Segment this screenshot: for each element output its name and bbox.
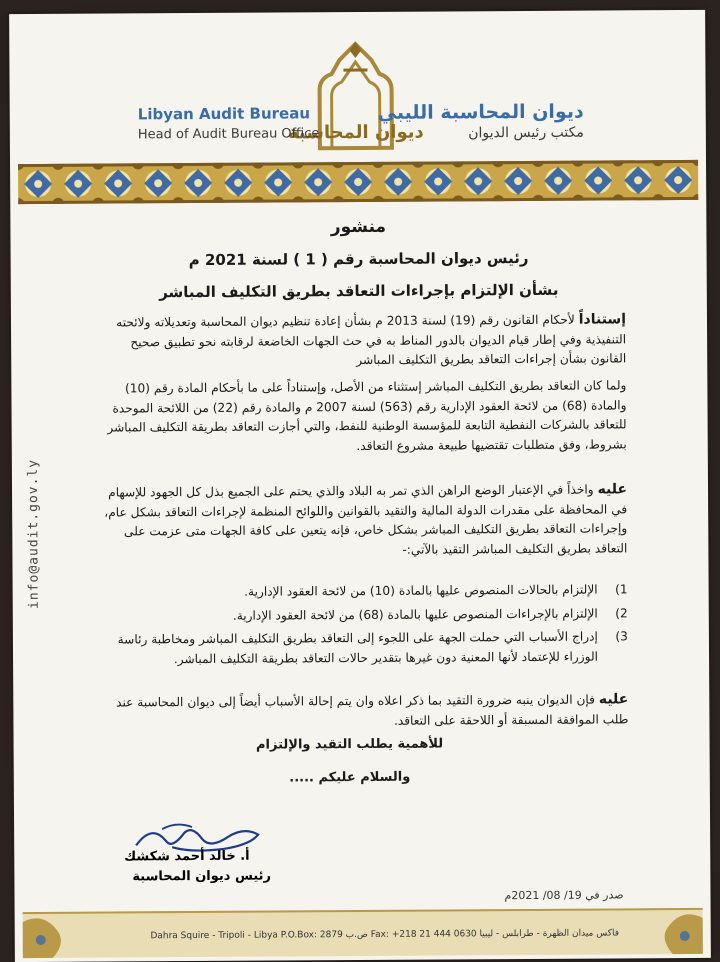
footer-address: Dahra Squire - Tripoli - Libya P.O.Box: 2879 ص.ب Fax: +218 21 444 0630 فاكس ميدان الظهرة - طرابلس - ليبيا xyxy=(125,928,645,941)
paragraph-1 xyxy=(91,310,626,372)
list-item-number: 1) xyxy=(598,580,628,600)
ornamental-band-top xyxy=(18,160,698,204)
document-page xyxy=(9,10,711,962)
list-item xyxy=(93,627,628,669)
paragraph-2: ولما كان التعاقد بطريق التكليف المباشر إستثناء من الأصل، وإستناداً على ما بأحكام المادة رقم (10) والمادة (68) من لائحة العقود الإدارية رقم (563) لسنة 2007 م والمادة رقم (22) من اللائحة الموحدة للتعاقد بالشركات النفطية التابعة للمؤسسة الوطنية للنفط، والتي أجازت التعاقد بطريقة التكليف المباشر بشروط، وفق متطلبات تقتضيها طبيعة مشروع التعاقد. xyxy=(91,376,626,457)
office-name-arabic: مكتب رئيس الديوان xyxy=(468,125,584,142)
paragraph-1-lead: إستناداً xyxy=(579,311,626,327)
paragraph-3 xyxy=(92,480,627,561)
document-number: رئيس ديوان المحاسبة رقم ( 1 ) لسنة 2021 م xyxy=(11,248,707,270)
list-item xyxy=(93,580,628,603)
list-item-number: 2) xyxy=(598,604,628,624)
org-name-arabic: ديوان المحاسبة الليبي xyxy=(378,101,584,124)
closing-line-1: للأهمية يطلب التقيد والإلتزام xyxy=(230,736,470,752)
list-item-number: 3) xyxy=(598,627,628,666)
letterhead xyxy=(9,10,706,159)
logo-text: ديوان المحاسبة xyxy=(288,122,424,144)
requirements-list xyxy=(93,580,629,673)
document-type: منشور xyxy=(10,215,706,239)
audit-bureau-logo xyxy=(309,40,402,151)
issue-date: صدر في 19/ 08/ 2021م xyxy=(504,888,623,902)
paragraph-4-lead: عليه xyxy=(599,691,629,707)
paragraph-3-text: واخذاً في الإعتبار الوضع الراهن الذي تمر به البلاد والذي يحتم على الجميع بذل كل الجهود للإسهام في المحافظة على مقدرات الدولة المالية والتقيد بالقوانين واللوائح المنظمة لإجراءات التعاقد بشكل عام، وإجراءات التعاقد بطريق التكليف المباشر بشكل خاص، فإنه يتعين على كافة الجهات متى عزمت على التعاقد بطريق التكليف المباشر التقيد بالآتي:- xyxy=(104,483,627,557)
document-subject: بشأن الإلتزام بإجراءات التعاقد بطريق التكليف المباشر xyxy=(11,280,707,302)
side-email: info@audit.gov.ly xyxy=(26,459,42,609)
list-item-text: الإلتزام بالإجراءات المنصوص عليها بالمادة (68) من لائحة العقود الإدارية. xyxy=(93,604,598,627)
list-item-text: إدراج الأسباب التي حملت الجهة على اللجوء إلى التعاقد بطريق التكليف المباشر ومخاطبة رئاسة الوزراء للإعتماد لأنها المعنية دون غيرها بتقدير حالات التعاقد بطريقة التكليف المباشر. xyxy=(93,628,598,670)
paragraph-1-text: لأحكام القانون رقم (19) لسنة 2013 م بشأن إعادة تنظيم ديوان المحاسبة وتعديلاته ولائحته التنفيذية وفي إطار قيام الديوان بالدور المناط به في حث الجهات الخاضعة لرقابته نحو تطبيق صحيح القانون بشأن إجراءات التعاقد بطريق التكليف المباشر xyxy=(116,313,626,367)
paragraph-4 xyxy=(93,690,628,732)
org-name-english: Libyan Audit Bureau xyxy=(138,104,310,123)
signatory-name: أ. خالد أحمد شكشك xyxy=(124,849,249,865)
closing-line-2: والسلام عليكم ..... xyxy=(230,769,470,785)
office-name-english: Head of Audit Bureau Office xyxy=(138,126,320,142)
paragraph-4-text: فإن الديوان ينبه ضرورة التقيد بما ذكر اعلاه وان يتم إحالة الأسباب أيضاً إلى ديوان المحاسبة عند طلب الموافقة المسبقة أو اللاحقة على التعاقد. xyxy=(116,693,628,728)
list-item xyxy=(93,604,628,627)
list-item-text: الإلتزام بالحالات المنصوص عليها بالمادة (10) من لائحة العقود الإدارية. xyxy=(93,581,598,604)
paragraph-3-lead: عليه xyxy=(597,481,627,497)
signatory-title: رئيس ديوان المحاسبة xyxy=(132,869,271,885)
